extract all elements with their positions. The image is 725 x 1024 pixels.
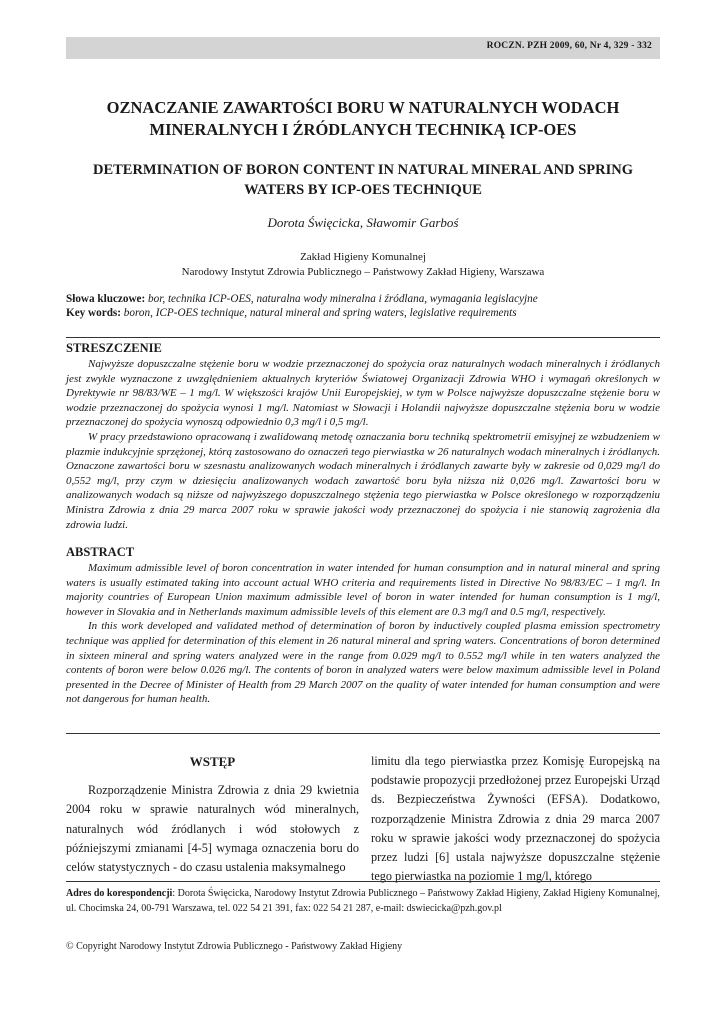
header-band	[66, 37, 660, 59]
streszczenie-paragraph-2: W pracy przedstawiono opracowaną i zwalidowaną metodę oznaczania boru techniką spektrometrii emisyjnej ze wzbudzeniem w plazmie indukcyjnie sprzężonej, którą zastosowano do oznaczeń tego pierwiastka w 26 naturalnych wodach mineralnych i źródlanych. Oznaczone zawartości boru w szesnastu analizowanych wodach mineralnych i źródlanych zawarte były w zakresie od 0,029 mg/l do 0,552 mg/l, przy czym w dziesięciu analizowanych wodach zawartość boru była niższa niż 0,026 mg/l. Zawartości boru w analizowanych wodach są niższe od najwyższego dopuszczalnego stężenia tego pierwiastka w Polsce określonego w rozporządzeniu Ministra Zdrowia z dnia 29 marca 2007 roku w sprawie jakości wody przeznaczonej do spożycia i nie stanowią zagrożenia dla zdrowia ludzi.	[66, 430, 660, 531]
title-polish: OZNACZANIE ZAWARTOŚCI BORU W NATURALNYCH WODACH MINERALNYCH I ŹRÓDLANYCH TECHNIKĄ ICP-OES	[106, 98, 620, 139]
affiliation-department: Zakład Higieny Komunalnej	[300, 251, 426, 263]
correspondence	[66, 886, 666, 916]
divider-bottom	[66, 733, 660, 734]
column-right	[371, 752, 660, 886]
streszczenie-paragraph-1: Najwyższe dopuszczalne stężenie boru w wodzie przeznaczonej do spożycia oraz naturalnych wodach mineralnych i źródlanych jest zwykle wyznaczone z uwzględnieniem aktualnych kryteriów Światowej Organizacji Zdrowia WHO i wymagań określonych w Dyrektywie nr 98/83/WE – 1 mg/l. W większości krajów Unii Europejskiej, w tym w Polsce najwyższe dopuszczalne stężenie boru w wodzie przeznaczonej do spożycia wynosi 1 mg/l. Natomiast w Słowacji i Holandii najwyższe dopuszczalne stężenia boru w wodzie przeznaczonej do spożycia wynoszą odpowiednio 0,3 mg/l i 0,5 mg/l.	[66, 358, 660, 429]
streszczenie-body	[66, 357, 660, 532]
divider-footnote	[66, 881, 660, 882]
wstep-right-text: limitu dla tego pierwiastka przez Komisję Europejską na podstawie propozycji przedłożonej przez Europejski Urząd ds. Bezpieczeństwa Żywności (EFSA). Dodatkowo, rozporządzenie Ministra Zdrowia z dnia 29 marca 2007 roku w sprawie jakości wody przeznaczonej do spożycia przez ludzi [6] ustala najwyższe dopuszczalne stężenie tego pierwiastka na poziomie 1 mg/l, którego	[371, 754, 660, 884]
copyright: © Copyright Narodowy Instytut Zdrowia Publicznego - Państwowy Zakład Higieny	[66, 941, 403, 952]
abstract-paragraph-1: Maximum admissible level of boron concentration in water intended for human consumption and in natural mineral and spring waters is usually estimated taking into account actual WHO criteria and requirements listed in Directive No 98/83/EC – 1 mg/l. In majority countries of European Union maximum admissible level of boron in water intended for human consumption is 1 mg/l, however in Slovakia and in Netherlands maximum admissible levels of this element are 0.3 mg/l and 0.5 mg/l, respectively.	[66, 562, 660, 618]
wstep-left-text: Rozporządzenie Ministra Zdrowia z dnia 29 kwietnia 2004 roku w sprawie naturalnych wód mineralnych, naturalnych wód źródlanych i wód stołowych z późniejszymi zmianami [4-5] wymaga oznaczenia boru do celów statystycznych - do czasu ustalenia maksymalnego	[66, 783, 359, 875]
keywords-english-label: Key words:	[66, 307, 121, 319]
keywords-polish	[66, 292, 676, 306]
column-left	[66, 752, 359, 877]
affiliation-institute: Narodowy Instytut Zdrowia Publicznego – Państwowy Zakład Higieny, Warszawa	[181, 266, 545, 278]
keywords-english-value: boron, ICP-OES technique, natural mineral and spring waters, legislative requirements	[123, 307, 517, 319]
wstep-heading: WSTĘP	[189, 754, 236, 769]
journal-reference: ROCZN. PZH 2009, 60, Nr 4, 329 - 332	[486, 41, 652, 51]
affiliation	[66, 250, 660, 280]
authors: Dorota Święcicka, Sławomir Garboś	[267, 215, 459, 230]
abstract-paragraph-2: In this work developed and validated method of determination of boron by inductively coupled plasma emission spectrometry technique was applied for determination of this element in 26 natural mineral and spring waters. Concentrations of boron determined in sixteen mineral and spring waters analyzed were in the range from 0.029 mg/l to 0.552 mg/l while in ten waters analyzed the contents of boron were below 0.026 mg/l. The contents of boron in analyzed waters were below maximum admissible level in Poland presented in the Decree of Minister of Health from 29 March 2007 on the quality of water intended for human consumption and were not dangerous for human health.	[66, 620, 660, 706]
divider-top	[66, 337, 660, 338]
abstract-heading: ABSTRACT	[66, 545, 135, 559]
keywords-polish-value: bor, technika ICP-OES, naturalna wody mineralna i źródlana, wymagania legislacyjne	[148, 293, 538, 305]
keywords-block	[66, 292, 676, 320]
correspondence-label: Adres do korespondencji	[66, 888, 173, 899]
keywords-english	[66, 306, 676, 320]
streszczenie-heading: STRESZCZENIE	[66, 341, 162, 355]
correspondence-text: : Dorota Święcicka, Narodowy Instytut Zdrowia Publicznego – Państwowy Zakład Higieny, Zakład Higieny Komunalnej, ul. Chocimska 24, 00-791 Warszawa, tel. 022 54 21 391, fax: 022 54 21 287, e-mail: dswiecicka@pzh.gov.pl	[66, 888, 660, 914]
abstract-body	[66, 561, 660, 707]
title-english: DETERMINATION OF BORON CONTENT IN NATURAL MINERAL AND SPRING WATERS BY ICP-OES TECHNIQUE	[92, 162, 634, 198]
keywords-polish-label: Słowa kluczowe:	[66, 293, 146, 305]
